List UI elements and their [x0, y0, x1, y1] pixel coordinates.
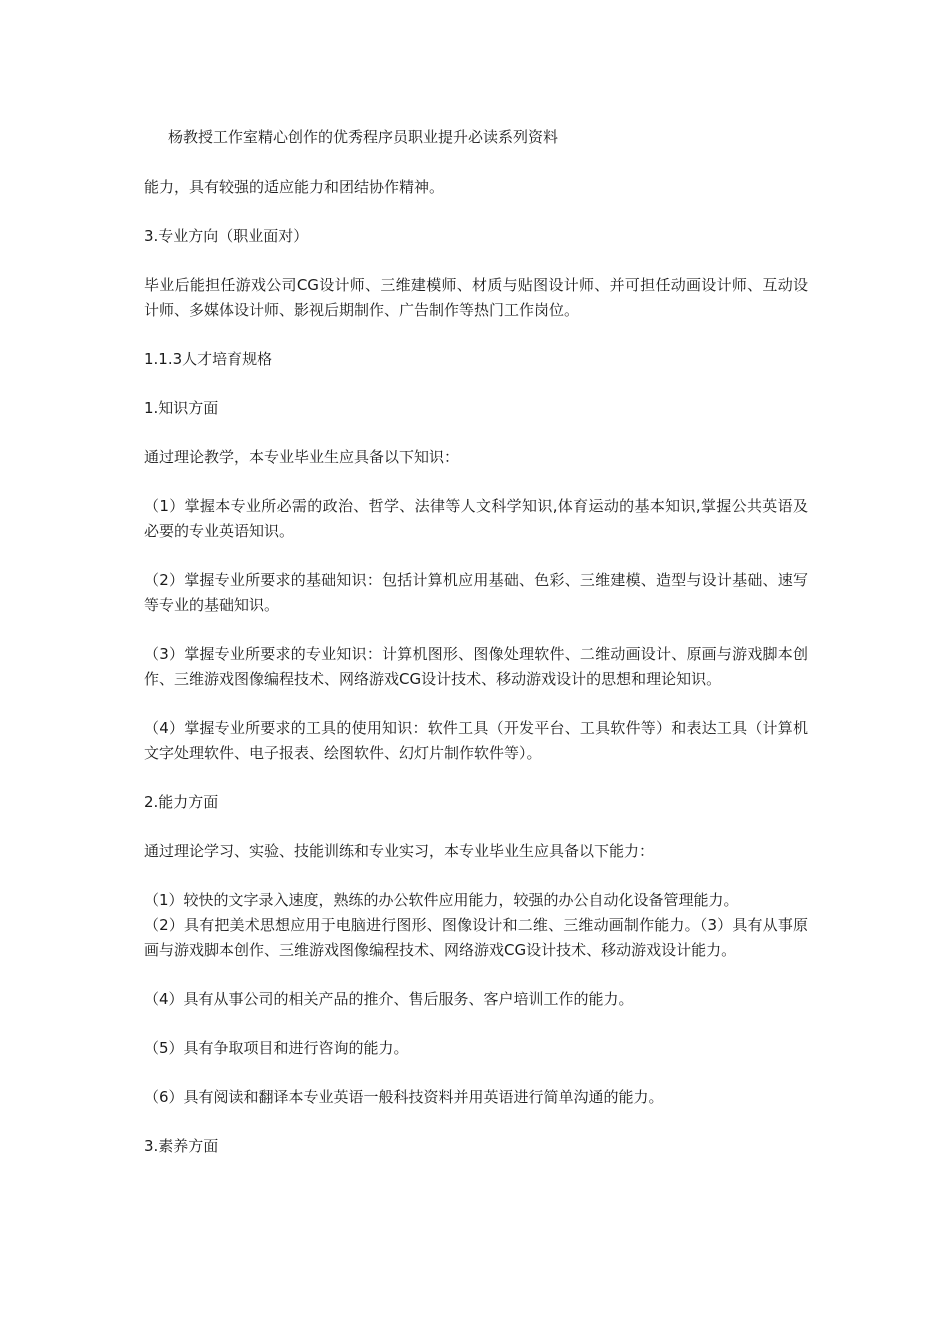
paragraph: 毕业后能担任游戏公司CG设计师、三维建模师、材质与贴图设计师、并可担任动画设计师、互动设计师、多媒体设计师、影视后期制作、广告制作等热门工作岗位。 — [144, 276, 808, 319]
paragraph: 能力，具有较强的适应能力和团结协作精神。 — [144, 178, 445, 196]
section-heading: 1.1.3人才培育规格 — [144, 350, 273, 368]
section-heading: 3.专业方向（职业面对） — [144, 227, 309, 245]
section-heading: 1.知识方面 — [144, 399, 219, 417]
list-item: （5）具有争取项目和进行咨询的能力。 — [144, 1039, 409, 1057]
list-item: （4）具有从事公司的相关产品的推介、售后服务、客户培训工作的能力。 — [144, 990, 634, 1008]
page-header: 杨教授工作室精心创作的优秀程序员职业提升必读系列资料 — [168, 128, 559, 146]
list-item: （1）掌握本专业所必需的政治、哲学、法律等人文科学知识,体育运动的基本知识,掌握公共英语及必要的专业英语知识。 — [144, 497, 808, 540]
list-item: （1）较快的文字录入速度，熟练的办公软件应用能力，较强的办公自动化设备管理能力。 — [144, 891, 739, 909]
paragraph: 通过理论学习、实验、技能训练和专业实习，本专业毕业生应具备以下能力： — [144, 842, 655, 860]
list-item: （2）具有把美术思想应用于电脑进行图形、图像设计和二维、三维动画制作能力。（3）具有从事原画与游戏脚本创作、三维游戏图像编程技术、网络游戏CG设计技术、移动游戏设计能力。 — [144, 916, 808, 959]
list-item: （2）掌握专业所要求的基础知识：包括计算机应用基础、色彩、三维建模、造型与设计基础、速写等专业的基础知识。 — [144, 571, 808, 614]
document-body — [144, 175, 808, 1183]
paragraph: 通过理论教学，本专业毕业生应具备以下知识： — [144, 448, 460, 466]
section-heading: 3.素养方面 — [144, 1137, 219, 1155]
section-heading: 2.能力方面 — [144, 793, 219, 811]
list-item: （3）掌握专业所要求的专业知识：计算机图形、图像处理软件、二维动画设计、原画与游戏脚本创作、三维游戏图像编程技术、网络游戏CG设计技术、移动游戏设计的思想和理论知识。 — [144, 645, 808, 688]
list-item: （4）掌握专业所要求的工具的使用知识：软件工具（开发平台、工具软件等）和表达工具（计算机文字处理软件、电子报表、绘图软件、幻灯片制作软件等）。 — [144, 719, 808, 762]
list-item: （6）具有阅读和翻译本专业英语一般科技资料并用英语进行简单沟通的能力。 — [144, 1088, 664, 1106]
